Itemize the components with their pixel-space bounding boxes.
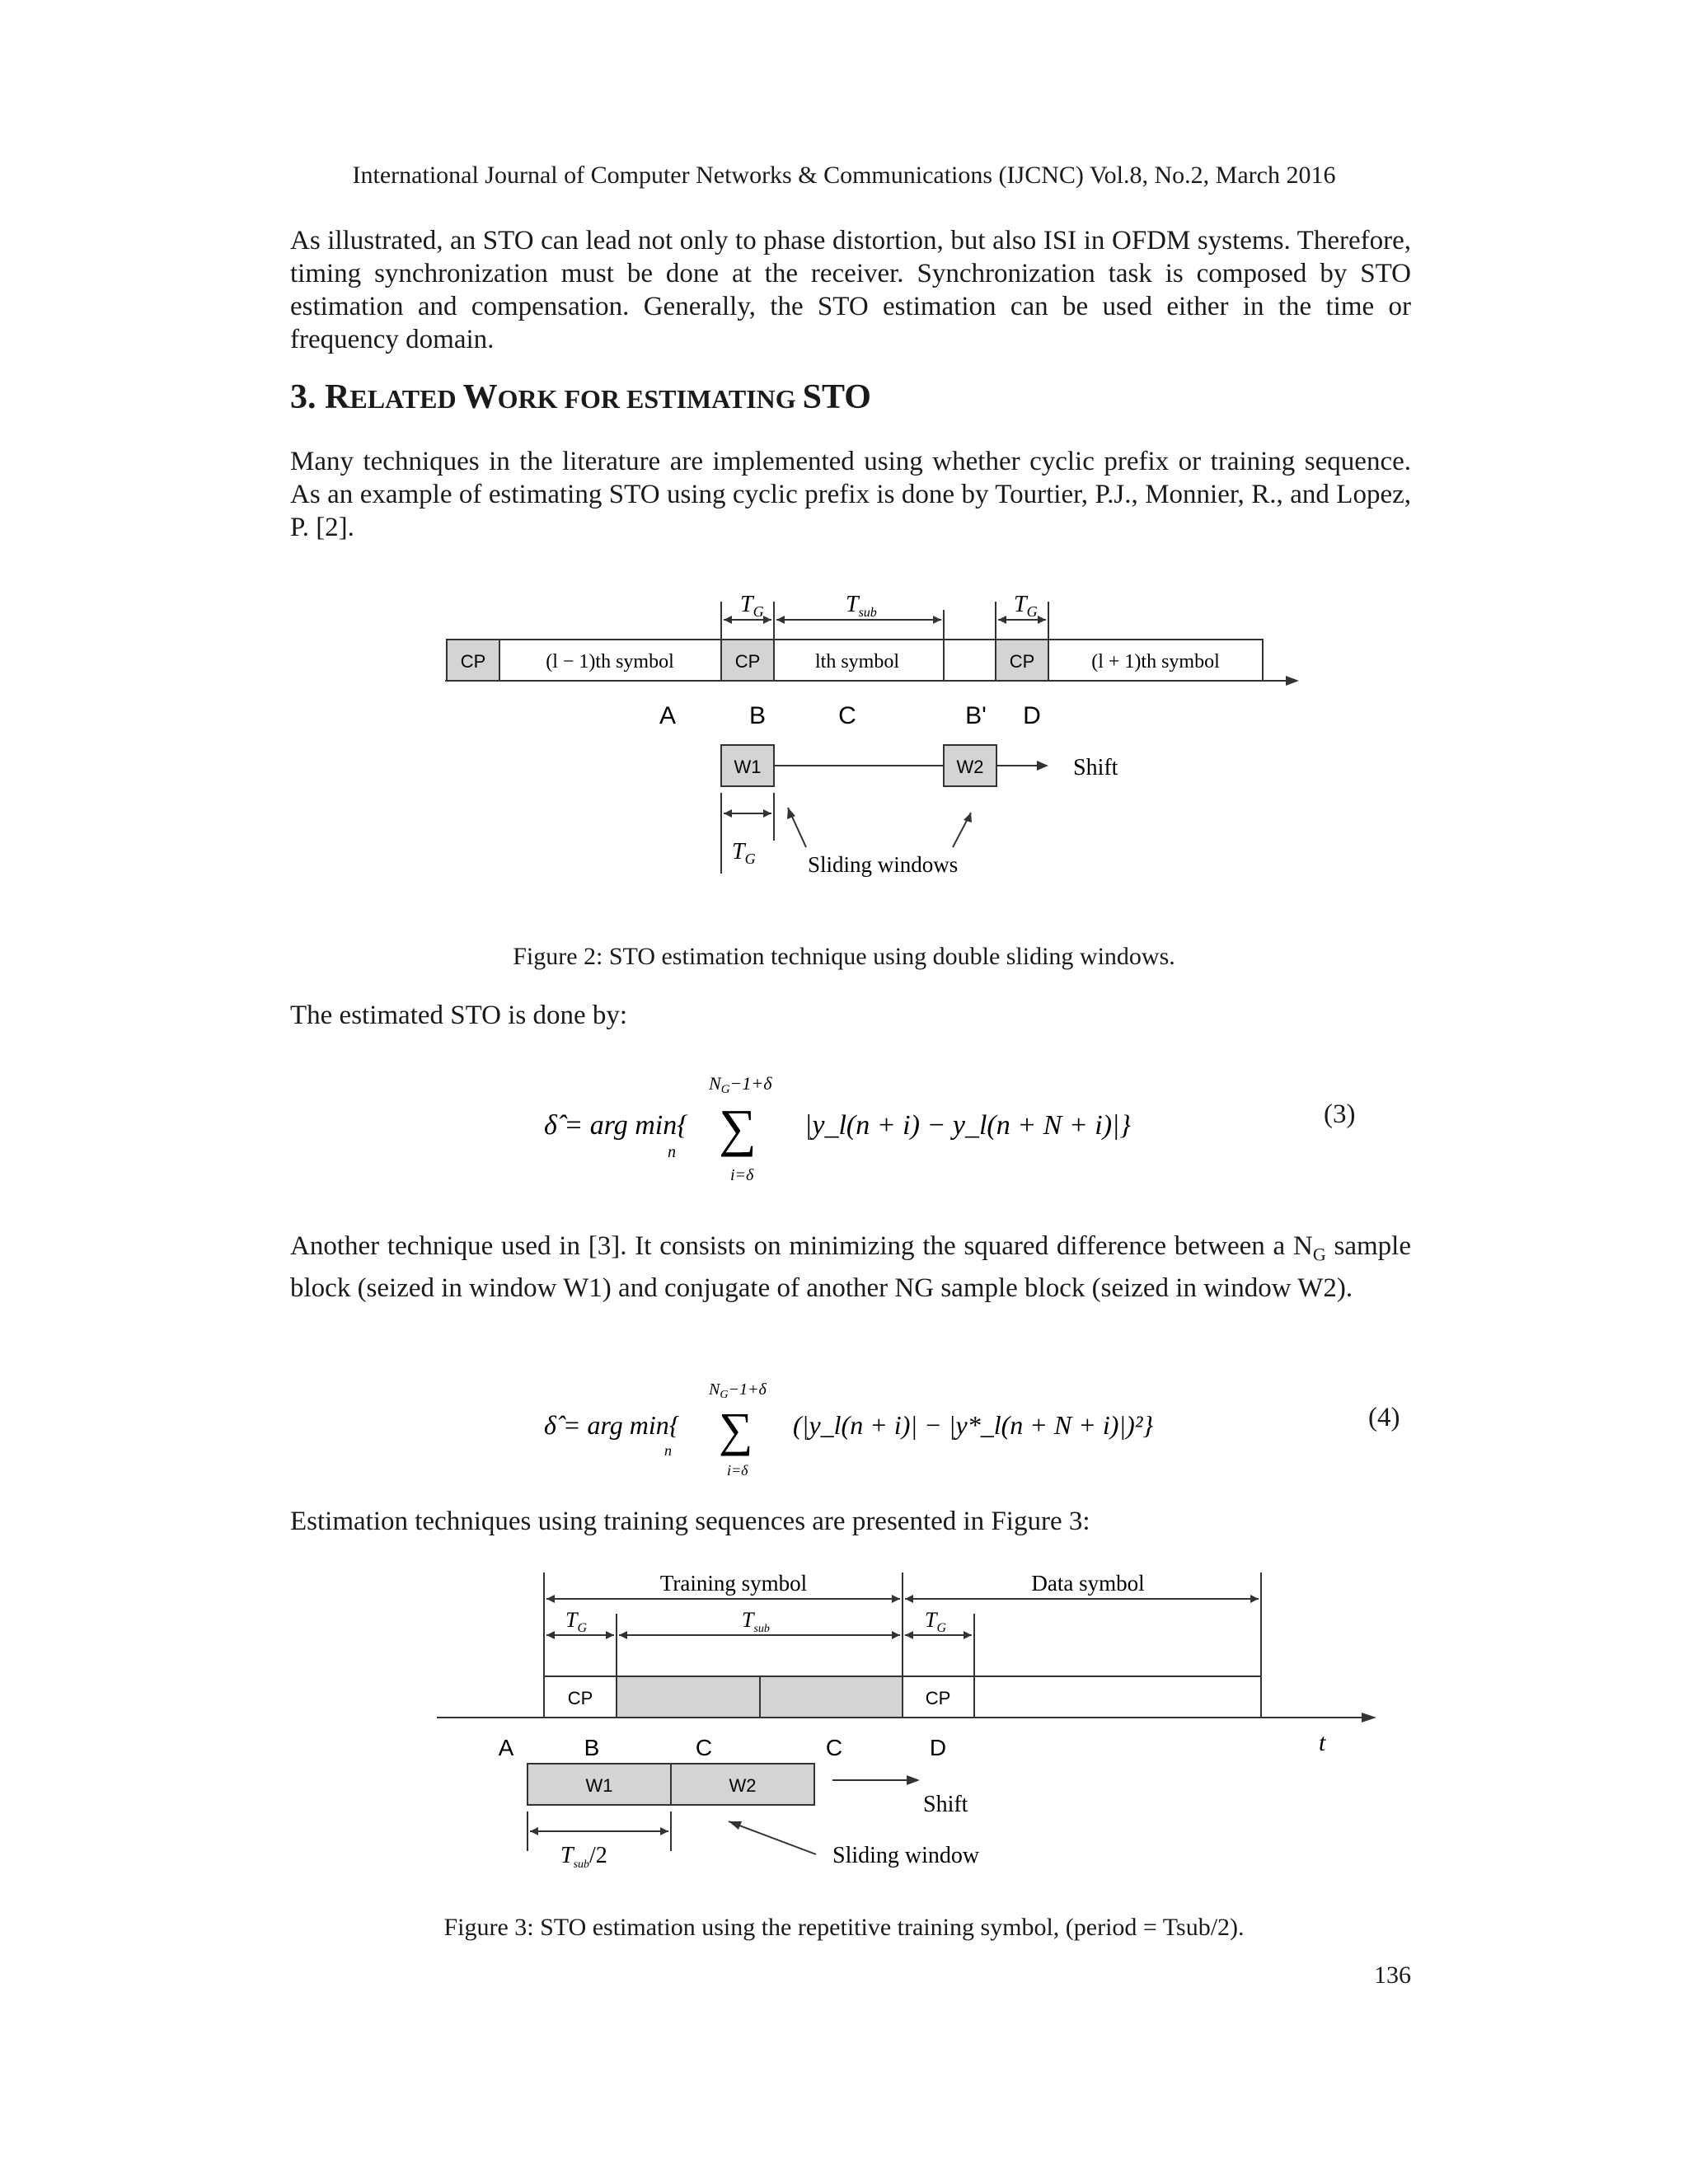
fig2-cur-symbol-label: lth symbol	[814, 651, 900, 673]
eq4-lower: i=δ	[727, 1462, 748, 1477]
para4-sub-g: G	[1312, 1244, 1326, 1265]
section-number: 3.	[290, 378, 316, 416]
eq3-lhs: δ̂ = arg min{	[544, 1110, 688, 1141]
paragraph-related: Many techniques in the literature are implemented using whether cyclic prefix or training sequence. As an example of estimating STO using cyclic prefix is done by Tourtier, P.J., Monnier, R., and Lopez, P. [2].	[290, 447, 1411, 542]
fig2-shift-label: Shift	[1073, 755, 1118, 780]
fig2-w2-label: W2	[956, 757, 984, 777]
fig2-next-symbol-label: (l + 1)th symbol	[1091, 651, 1220, 673]
fig2-point-b: B	[748, 702, 767, 729]
section-title-sto: STO	[802, 378, 871, 416]
para4-text-b: sample block (seized in window W1) and conjugate of another NG sample block (seized in window W2).	[290, 1231, 1411, 1303]
section-title-elated: ELATED	[349, 384, 463, 414]
fig2-cp-label-2: CP	[734, 651, 761, 672]
equation-4	[544, 1378, 1187, 1477]
figure-2-diagram	[429, 577, 1302, 890]
eq3-upper: NG−1+δ	[709, 1073, 772, 1096]
paragraph-training: Estimation techniques using training sequences are presented in Figure 3:	[290, 1507, 1090, 1536]
fig2-point-a: A	[659, 702, 677, 729]
equation-4-number: (4)	[1368, 1403, 1400, 1432]
fig3-sliding-label: Sliding window	[832, 1843, 980, 1868]
section-title-ork: ORK FOR ESTIMATING	[497, 384, 803, 414]
fig3-tg-label-1: $T_G$	[565, 1608, 588, 1635]
paragraph-another	[290, 1230, 1411, 1305]
fig2-tsub-label: $T_{sub}$	[846, 592, 877, 620]
page-number: 136	[1374, 1961, 1411, 1989]
equation-3-number: (3)	[1324, 1099, 1356, 1129]
fig3-shift-label: Shift	[923, 1792, 968, 1817]
fig2-cp-label-3: CP	[1009, 651, 1035, 672]
equation-3	[544, 1071, 1170, 1187]
fig3-tg-label-2: $T_G$	[925, 1608, 947, 1635]
eq4-lhs: δ̂ = arg min{	[544, 1410, 680, 1440]
fig3-w1-label: W1	[585, 1775, 613, 1796]
fig3-point-a: A	[498, 1735, 514, 1760]
figure-3-caption: Figure 3: STO estimation using the repetitive training symbol, (period = Tsub/2).	[443, 1914, 1245, 1941]
fig2-axis-arrow	[1286, 676, 1299, 686]
fig2-cp-label-1: CP	[460, 651, 486, 672]
fig3-tsub-label: $T_{sub}$	[742, 1608, 770, 1635]
fig3-point-d: D	[929, 1735, 947, 1760]
fig2-tg-label-1: $T_G$	[740, 592, 764, 620]
fig3-t-label: t	[1319, 1729, 1326, 1756]
eq4-sigma: ∑	[719, 1403, 753, 1456]
fig3-cp-label-2: CP	[925, 1688, 951, 1708]
eq4-sub-n: n	[664, 1442, 672, 1459]
fig2-prev-symbol-label: (l − 1)th symbol	[546, 651, 674, 673]
eq3-sub-n: n	[668, 1143, 676, 1161]
eq3-sigma: ∑	[719, 1099, 757, 1157]
section-heading	[290, 377, 871, 417]
fig3-point-c1: C	[695, 1735, 713, 1760]
eq3-body: |y_l(n + i) − y_l(n + N + i)|}	[804, 1110, 1131, 1141]
figure-2-caption: Figure 2: STO estimation technique using double sliding windows.	[513, 943, 1175, 970]
fig3-cp-label-1: CP	[567, 1688, 593, 1708]
figure-3-diagram	[429, 1564, 1376, 1877]
para4-text-a: Another technique used in [3]. It consists on minimizing the squared difference between a N	[290, 1231, 1313, 1261]
eq3-lower: i=δ	[730, 1166, 754, 1184]
section-title-r: R	[325, 378, 350, 416]
paragraph-estimated: The estimated STO is done by:	[290, 1001, 628, 1030]
fig2-tg-label-2: $T_G$	[1014, 592, 1038, 620]
fig3-data-label: Data symbol	[1031, 1571, 1145, 1596]
fig3-half-label: $T_{sub}/2$	[560, 1843, 607, 1871]
fig2-point-c: C	[838, 702, 856, 729]
fig3-w2-label: W2	[729, 1775, 757, 1796]
fig2-w1-label: W1	[734, 757, 762, 777]
fig2-tg-bottom-label: $T_G$	[732, 839, 756, 867]
section-title-w: W	[462, 378, 498, 416]
fig3-point-b: B	[584, 1735, 600, 1760]
eq4-upper: $N_G-1+\delta$	[709, 1380, 767, 1401]
fig2-sliding-label: Sliding windows	[808, 852, 959, 877]
fig3-pointer	[729, 1821, 816, 1854]
fig2-point-d: D	[1023, 702, 1041, 729]
paragraph-intro: As illustrated, an STO can lead not only to phase distortion, but also ISI in OFDM systems. Therefore, timing synchronization must be done at the receiver. Synchronization task is composed by STO estimation and compensation. Generally, the STO estimation can be used either in the time or frequency domain.	[290, 226, 1411, 354]
running-header: International Journal of Computer Networks & Communications (IJCNC) Vol.8, No.2, March 2016	[352, 162, 1336, 189]
fig2-point-bprime: B'	[965, 702, 987, 729]
fig3-training-label: Training symbol	[659, 1571, 808, 1596]
fig3-point-c2: C	[825, 1735, 843, 1760]
eq4-body: (|y_l(n + i)| − |y*_l(n + N + i)|)²}	[793, 1410, 1154, 1440]
